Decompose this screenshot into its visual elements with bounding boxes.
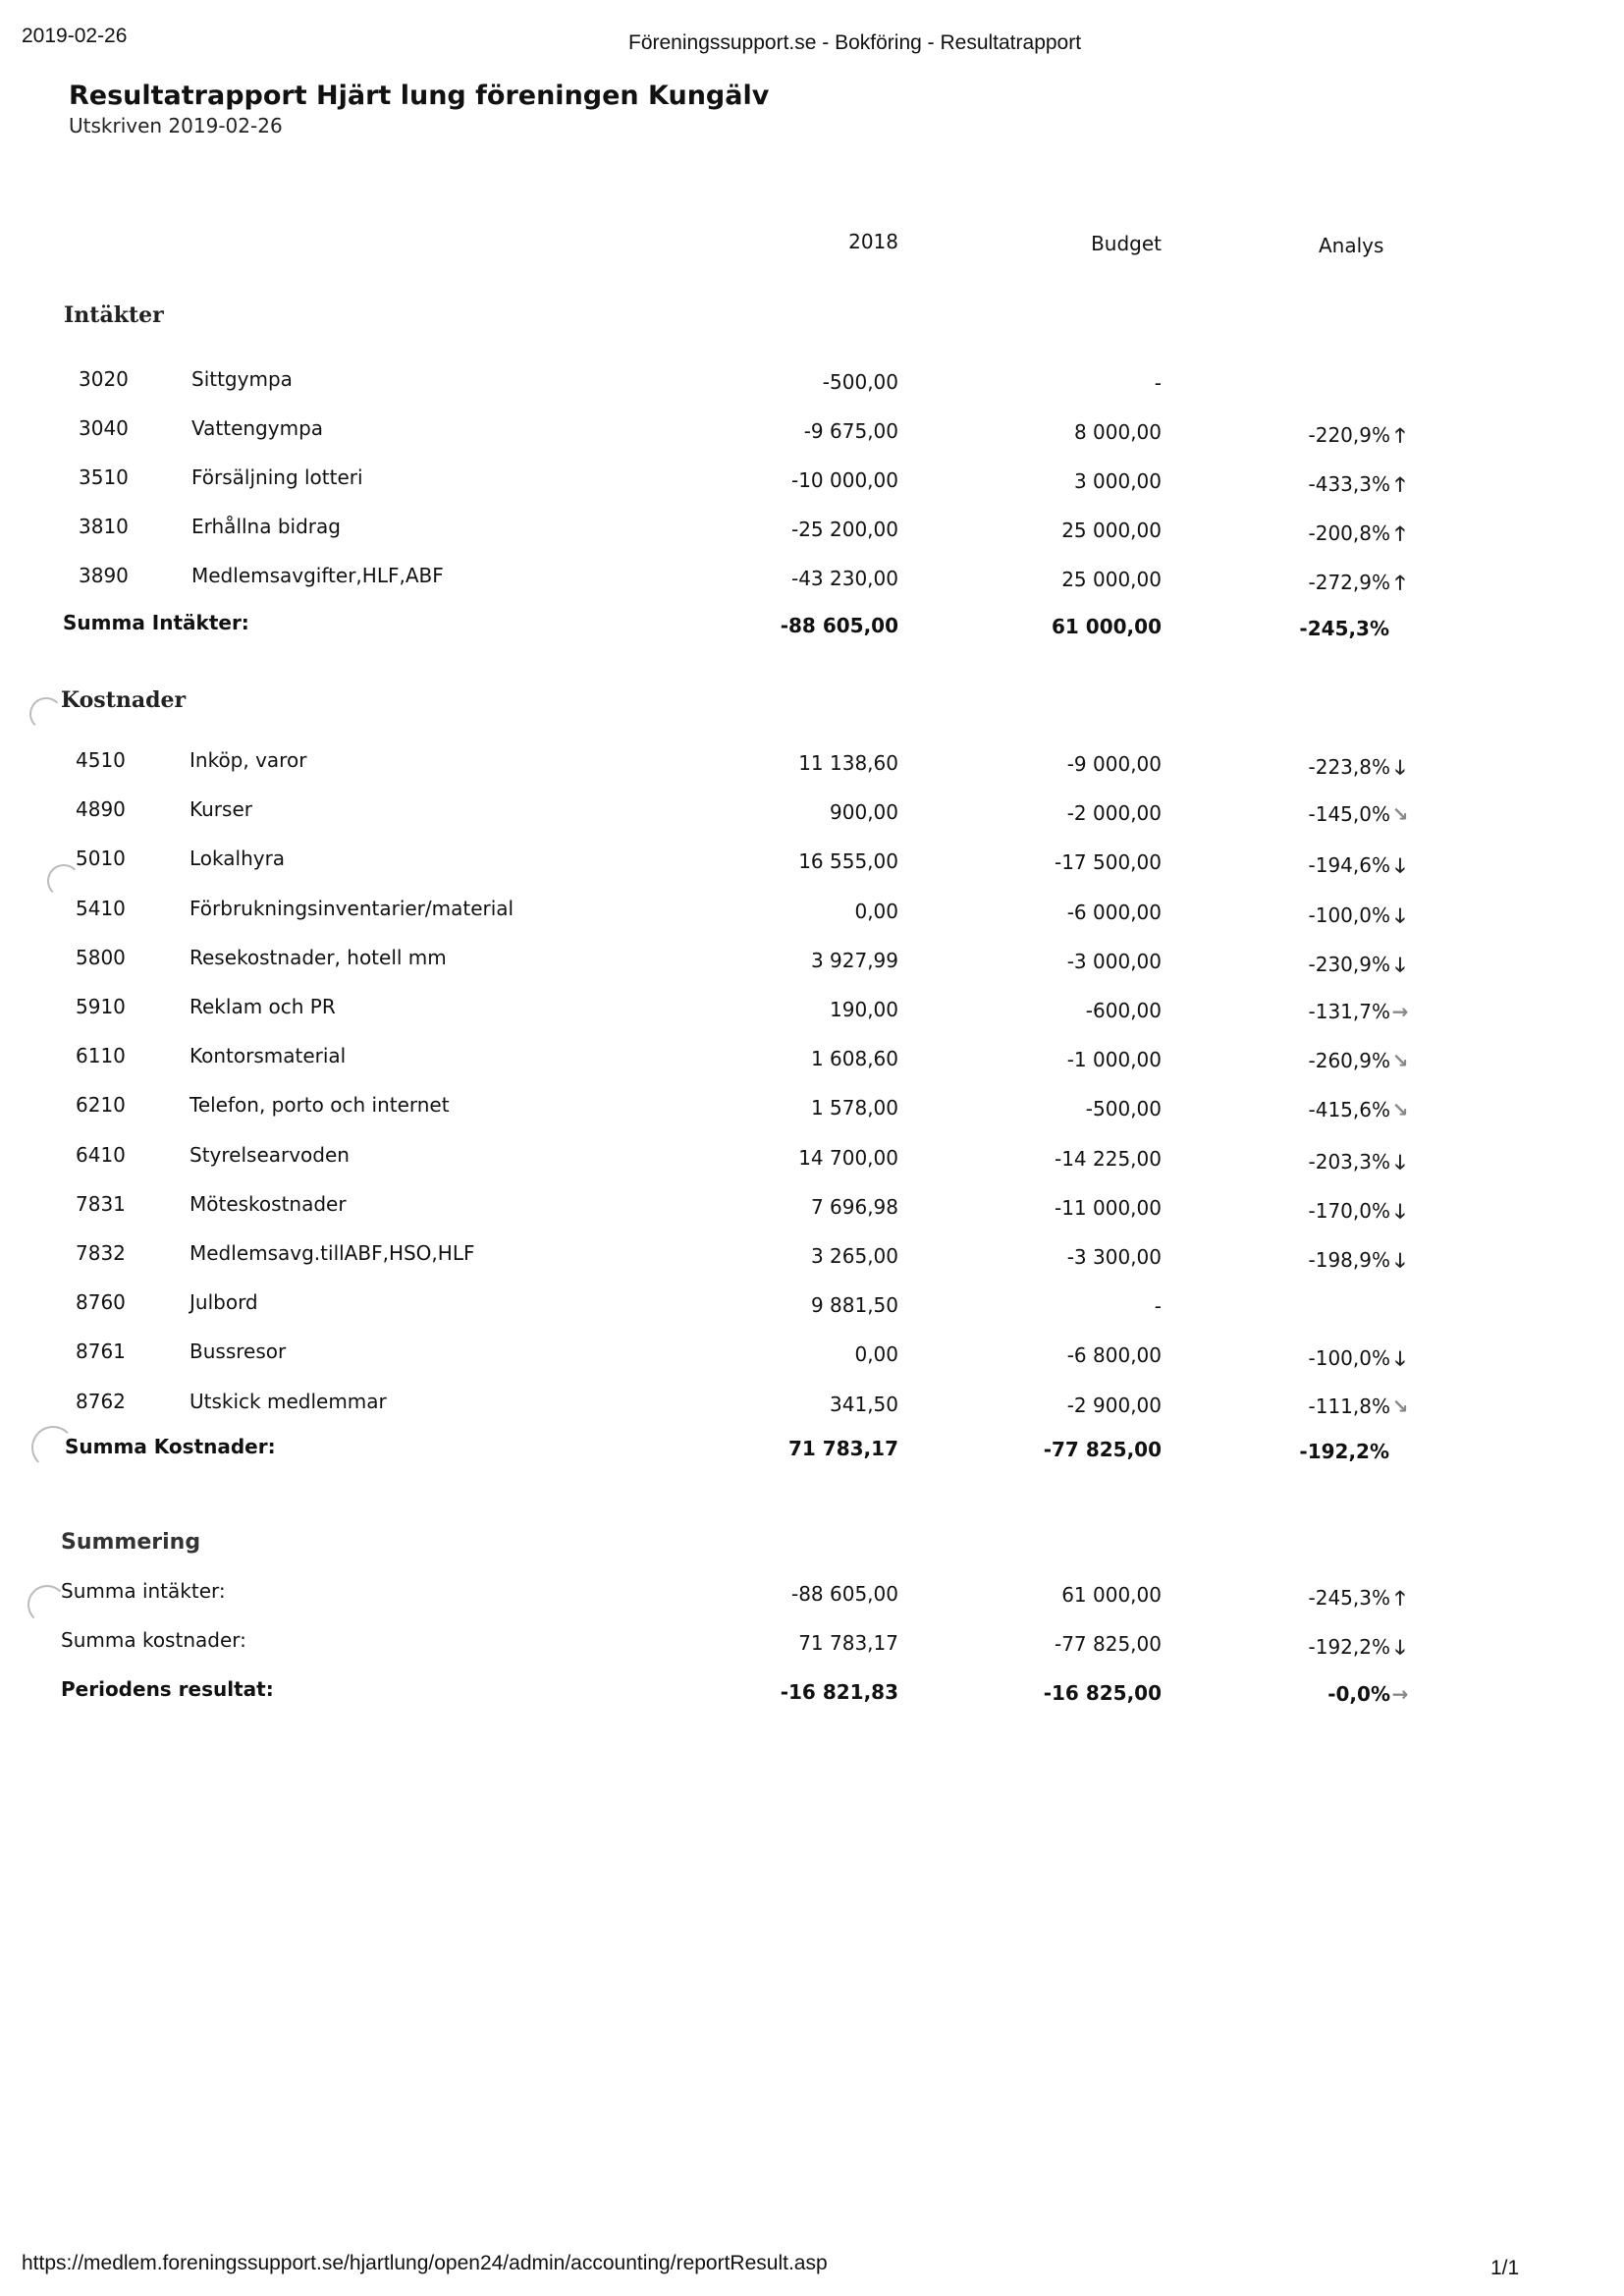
arrow-down-right-icon: ↘ [1391,1394,1409,1418]
arrow-up-icon: 🡑 [1394,472,1406,496]
analysis-value [1309,1344,1409,1378]
actual-value: 900,00 [830,800,898,825]
actual-value: 3 927,99 [810,948,898,972]
analysis-value [1309,569,1409,602]
account-code: 8762 [76,1389,126,1413]
section-heading-summary: Summering [61,1530,201,1555]
analysis-value [1309,1000,1409,1023]
account-code: 3040 [79,416,129,440]
arrow-right-icon: → [1391,1682,1409,1706]
income-total-analysis: -245,3% [1299,617,1389,640]
budget-value: -3 300,00 [1066,1245,1162,1269]
summary-label: Summa intäkter: [61,1579,226,1603]
account-name: Lokalhyra [189,847,286,871]
arrow-down-icon: 🡓 [1394,952,1406,976]
costs-total-actual: 71 783,17 [788,1437,898,1460]
analysis-percent: -192,2% [1308,1635,1390,1659]
analysis-value [1309,421,1409,455]
actual-value: 1 608,60 [810,1047,898,1071]
analysis-percent: -415,6% [1308,1098,1390,1122]
arrow-down-icon: 🡓 [1394,1346,1406,1371]
summary-budget: -77 825,00 [1054,1632,1162,1656]
account-code: 6210 [76,1093,126,1118]
budget-value: - [1154,1294,1162,1319]
analysis-value [1309,851,1409,885]
analysis-value [1309,902,1409,935]
arrow-up-icon: 🡑 [1394,521,1406,545]
analysis-percent: -260,9% [1308,1049,1390,1073]
budget-value: - [1154,371,1162,395]
account-name: Erhållna bidrag [191,515,341,538]
section-heading-costs: Kostnader [61,687,187,713]
column-header-analysis: Analys [1319,234,1384,257]
arrow-down-right-icon: ↘ [1391,1098,1409,1122]
arrow-down-icon: 🡓 [1394,902,1406,927]
analysis-percent: -170,0% [1308,1198,1390,1223]
actual-value: 16 555,00 [798,849,898,874]
account-name: Bussresor [189,1339,287,1364]
analysis-percent: -145,0% [1308,802,1390,827]
analysis-value [1309,1246,1409,1280]
account-code: 4890 [76,797,126,822]
budget-value: -1 000,00 [1066,1048,1162,1072]
income-total-label: Summa Intäkter: [63,611,249,634]
arrow-down-icon: 🡓 [1394,1149,1406,1174]
analysis-percent: -194,6% [1308,853,1390,878]
summary-budget: 61 000,00 [1061,1583,1162,1607]
analysis-value [1309,1394,1409,1418]
arrow-up-icon: 🡑 [1394,571,1406,594]
print-date: 2019-02-26 [22,25,128,47]
account-name: Reklam och PR [189,995,336,1018]
arrow-up-icon: 🡑 [1394,1586,1406,1610]
section-heading-income: Intäkter [64,302,164,328]
arrow-down-icon: 🡓 [1394,1198,1406,1223]
account-code: 3020 [79,367,129,391]
analysis-value [1309,951,1409,984]
summary-budget: -16 825,00 [1043,1681,1162,1705]
scan-artifact [29,697,63,731]
analysis-value [1309,470,1409,504]
analysis-percent: -272,9% [1308,571,1390,594]
actual-value: 0,00 [854,899,898,923]
budget-value: 25 000,00 [1061,568,1162,591]
analysis-value [1309,1098,1409,1121]
account-name: Medlemsavg.tillABF,HSO,HLF [189,1241,475,1265]
actual-value: 11 138,60 [798,751,898,775]
actual-value: 190,00 [830,998,898,1021]
budget-value: -600,00 [1085,999,1162,1022]
income-total-actual: -88 605,00 [780,614,898,637]
costs-total-budget: -77 825,00 [1043,1438,1162,1461]
account-name: Resekostnader, hotell mm [189,945,447,969]
analysis-value [1309,1148,1409,1181]
actual-value: 7 696,98 [810,1194,898,1219]
account-name: Sittgympa [191,367,293,391]
account-code: 8761 [76,1339,126,1364]
account-name: Förbrukningsinventarier/material [189,896,514,920]
analysis-value [1309,1584,1409,1617]
actual-value: 9 881,50 [810,1293,898,1318]
budget-value: -14 225,00 [1054,1146,1162,1171]
analysis-percent: -0,0% [1327,1682,1390,1706]
column-header-budget: Budget [1091,232,1162,255]
print-footer-url: https://medlem.foreningssupport.se/hjartlung/open24/admin/accounting/reportResult.asp [22,2252,828,2274]
analysis-percent: -220,9% [1308,423,1390,447]
arrow-down-right-icon: ↘ [1391,1049,1409,1073]
actual-value: 341,50 [830,1392,898,1416]
analysis-percent: -111,8% [1308,1394,1390,1418]
account-code: 5800 [76,945,126,969]
budget-value: -3 000,00 [1066,949,1162,973]
account-name: Telefon, porto och internet [189,1093,450,1118]
analysis-percent: -200,8% [1308,521,1390,545]
analysis-value [1309,1049,1409,1072]
budget-value: -2 900,00 [1066,1393,1162,1417]
account-code: 3510 [79,465,129,489]
report-subtitle: Utskriven 2019-02-26 [69,114,283,137]
summary-label: Summa kostnader: [61,1628,246,1652]
account-code: 3890 [79,564,129,587]
account-name: Vattengympa [191,416,324,440]
actual-value: 1 578,00 [810,1096,898,1121]
budget-value: -2 000,00 [1066,801,1162,826]
account-code: 4510 [76,748,126,772]
actual-value: -25 200,00 [790,518,898,541]
budget-value: 3 000,00 [1073,469,1162,493]
actual-value: -9 675,00 [803,419,898,443]
account-code: 7831 [76,1191,126,1216]
report-title: Resultatrapport Hjärt lung föreningen Kungälv [69,81,770,111]
actual-value: 3 265,00 [810,1244,898,1268]
print-page-title: Föreningssupport.se - Bokföring - Resultatrapport [628,31,1082,54]
account-name: Försäljning lotteri [191,465,363,489]
account-code: 6110 [76,1044,126,1068]
arrow-down-icon: 🡓 [1394,1635,1406,1659]
analysis-percent: -198,9% [1308,1248,1390,1272]
account-name: Julbord [189,1290,258,1315]
arrow-down-right-icon: ↘ [1391,802,1409,827]
arrow-down-icon: 🡓 [1394,755,1406,779]
account-code: 5910 [76,995,126,1018]
account-name: Kontorsmaterial [189,1044,347,1068]
summary-actual: -16 821,83 [780,1680,898,1704]
analysis-percent: -245,3% [1308,1586,1390,1610]
account-name: Inköp, varor [189,748,307,772]
summary-actual: -88 605,00 [790,1582,898,1606]
arrow-down-icon: 🡓 [1394,1248,1406,1272]
account-name: Möteskostnader [189,1191,347,1216]
summary-label: Periodens resultat: [61,1677,274,1701]
analysis-percent: -100,0% [1308,1346,1390,1371]
actual-value: -10 000,00 [790,468,898,492]
analysis-value [1309,1633,1409,1667]
analysis-percent: -100,0% [1308,902,1390,927]
actual-value: 14 700,00 [798,1145,898,1170]
analysis-value [1309,519,1409,553]
scan-artifact [31,1426,75,1469]
print-footer-page: 1/1 [1490,2257,1520,2279]
analysis-value [1309,802,1409,826]
scan-artifact [27,1585,67,1624]
budget-value: -500,00 [1085,1097,1162,1121]
budget-value: -9 000,00 [1066,752,1162,776]
account-code: 3810 [79,515,129,538]
budget-value: 25 000,00 [1061,519,1162,542]
account-code: 7832 [76,1241,126,1265]
account-code: 8760 [76,1290,126,1315]
budget-value: -6 800,00 [1066,1343,1162,1368]
arrow-up-icon: 🡑 [1394,423,1406,447]
scan-artifact [47,864,81,898]
budget-value: 8 000,00 [1073,420,1162,444]
account-code: 6410 [76,1142,126,1167]
actual-value: -43 230,00 [790,567,898,590]
costs-total-analysis: -192,2% [1299,1440,1389,1463]
analysis-value [1309,1197,1409,1230]
account-code: 5010 [76,847,126,871]
analysis-value [1309,753,1409,787]
account-name: Kurser [189,797,252,822]
costs-total-label: Summa Kostnader: [65,1435,276,1458]
analysis-value [1327,1682,1409,1706]
arrow-down-icon: 🡓 [1394,853,1406,878]
analysis-percent: -223,8% [1308,755,1390,779]
budget-value: -11 000,00 [1054,1195,1162,1220]
analysis-percent: -230,9% [1308,952,1390,976]
actual-value: -500,00 [822,370,898,394]
analysis-percent: -433,3% [1308,472,1390,496]
actual-value: 0,00 [854,1342,898,1367]
account-name: Utskick medlemmar [189,1389,387,1413]
summary-actual: 71 783,17 [798,1631,898,1655]
column-header-actual: 2018 [848,230,898,253]
budget-value: -17 500,00 [1054,850,1162,875]
budget-value: -6 000,00 [1066,900,1162,924]
account-name: Medlemsavgifter,HLF,ABF [191,564,444,587]
analysis-percent: -203,3% [1308,1149,1390,1174]
analysis-percent: -131,7% [1308,1000,1390,1023]
arrow-right-icon: → [1391,1000,1409,1023]
account-name: Styrelsearvoden [189,1142,350,1167]
account-code: 5410 [76,896,126,920]
income-total-budget: 61 000,00 [1052,615,1162,638]
